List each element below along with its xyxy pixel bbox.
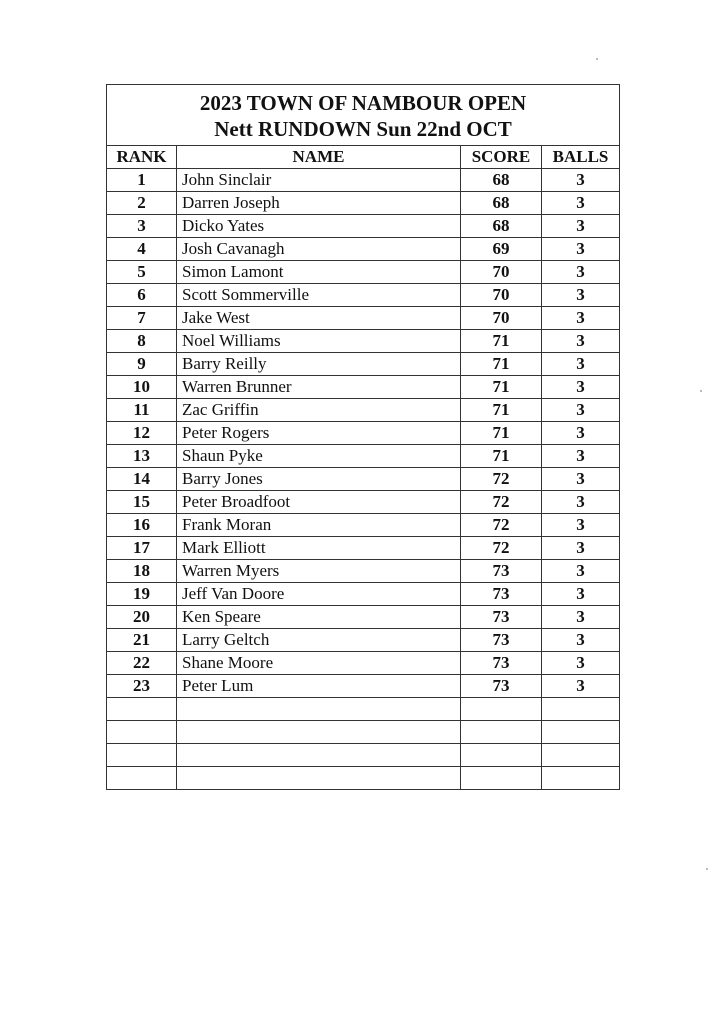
name-cell: Frank Moran	[177, 514, 461, 537]
rank-cell	[107, 767, 177, 790]
name-cell: Warren Myers	[177, 560, 461, 583]
balls-cell	[542, 767, 620, 790]
balls-cell: 3	[542, 422, 620, 445]
table-row	[107, 606, 620, 629]
table-row	[107, 307, 620, 330]
name-cell: Peter Rogers	[177, 422, 461, 445]
balls-cell: 3	[542, 192, 620, 215]
rank-cell: 19	[107, 583, 177, 606]
rank-cell: 20	[107, 606, 177, 629]
name-cell: Larry Geltch	[177, 629, 461, 652]
balls-cell	[542, 698, 620, 721]
name-cell: Warren Brunner	[177, 376, 461, 399]
table-row	[107, 652, 620, 675]
balls-cell: 3	[542, 261, 620, 284]
column-header-name: NAME	[177, 146, 461, 169]
name-cell: Peter Lum	[177, 675, 461, 698]
rank-cell: 15	[107, 491, 177, 514]
table-row	[107, 583, 620, 606]
score-cell: 72	[461, 537, 542, 560]
rank-cell: 5	[107, 261, 177, 284]
table-row	[107, 261, 620, 284]
column-header-balls: BALLS	[542, 146, 620, 169]
balls-cell	[542, 721, 620, 744]
score-cell: 73	[461, 652, 542, 675]
score-cell: 73	[461, 675, 542, 698]
balls-cell: 3	[542, 606, 620, 629]
name-cell: Josh Cavanagh	[177, 238, 461, 261]
name-cell: Barry Jones	[177, 468, 461, 491]
table-row	[107, 284, 620, 307]
score-cell: 69	[461, 238, 542, 261]
score-cell: 71	[461, 330, 542, 353]
score-cell: 72	[461, 468, 542, 491]
rank-cell: 23	[107, 675, 177, 698]
name-cell: Ken Speare	[177, 606, 461, 629]
rank-cell: 14	[107, 468, 177, 491]
table-row	[107, 192, 620, 215]
table-row	[107, 491, 620, 514]
table-row	[107, 422, 620, 445]
balls-cell: 3	[542, 284, 620, 307]
table-row	[107, 675, 620, 698]
rank-cell	[107, 698, 177, 721]
rank-cell: 17	[107, 537, 177, 560]
name-cell: Dicko Yates	[177, 215, 461, 238]
empty-row	[107, 721, 620, 744]
scan-speck	[700, 390, 702, 392]
name-cell: Peter Broadfoot	[177, 491, 461, 514]
score-cell: 73	[461, 629, 542, 652]
name-cell	[177, 721, 461, 744]
name-cell: Darren Joseph	[177, 192, 461, 215]
balls-cell: 3	[542, 537, 620, 560]
score-cell: 72	[461, 514, 542, 537]
score-cell: 71	[461, 376, 542, 399]
balls-cell: 3	[542, 399, 620, 422]
table-row	[107, 330, 620, 353]
score-cell: 70	[461, 261, 542, 284]
name-cell: Mark Elliott	[177, 537, 461, 560]
table-row	[107, 537, 620, 560]
scan-speck	[706, 868, 708, 870]
rank-cell: 13	[107, 445, 177, 468]
balls-cell: 3	[542, 629, 620, 652]
table-row	[107, 399, 620, 422]
rank-cell: 6	[107, 284, 177, 307]
rank-cell: 7	[107, 307, 177, 330]
column-header-score: SCORE	[461, 146, 542, 169]
balls-cell: 3	[542, 583, 620, 606]
balls-cell: 3	[542, 376, 620, 399]
score-cell: 73	[461, 583, 542, 606]
table-row	[107, 169, 620, 192]
balls-cell: 3	[542, 169, 620, 192]
score-cell	[461, 767, 542, 790]
balls-cell: 3	[542, 215, 620, 238]
column-header-rank: RANK	[107, 146, 177, 169]
empty-row	[107, 767, 620, 790]
score-cell: 70	[461, 284, 542, 307]
name-cell	[177, 698, 461, 721]
table-row	[107, 376, 620, 399]
name-cell: Shaun Pyke	[177, 445, 461, 468]
table-row	[107, 468, 620, 491]
table-row	[107, 353, 620, 376]
balls-cell: 3	[542, 353, 620, 376]
title-row	[107, 85, 620, 146]
score-cell	[461, 744, 542, 767]
empty-row	[107, 698, 620, 721]
name-cell: Zac Griffin	[177, 399, 461, 422]
name-cell: Shane Moore	[177, 652, 461, 675]
name-cell: Simon Lamont	[177, 261, 461, 284]
rank-cell: 22	[107, 652, 177, 675]
balls-cell: 3	[542, 468, 620, 491]
rank-cell: 21	[107, 629, 177, 652]
header-row	[107, 146, 620, 169]
rank-cell: 18	[107, 560, 177, 583]
scan-speck	[596, 58, 598, 60]
score-cell: 70	[461, 307, 542, 330]
rank-cell	[107, 721, 177, 744]
balls-cell: 3	[542, 514, 620, 537]
name-cell: Jake West	[177, 307, 461, 330]
table-row	[107, 629, 620, 652]
results-table	[106, 84, 620, 790]
empty-row	[107, 744, 620, 767]
table-row	[107, 560, 620, 583]
rank-cell: 8	[107, 330, 177, 353]
title-line-2: Nett RUNDOWN Sun 22nd OCT	[214, 117, 512, 141]
balls-cell: 3	[542, 652, 620, 675]
score-cell: 71	[461, 422, 542, 445]
rank-cell: 9	[107, 353, 177, 376]
balls-cell: 3	[542, 307, 620, 330]
title-line-1: 2023 TOWN OF NAMBOUR OPEN	[199, 91, 527, 115]
table-row	[107, 445, 620, 468]
score-cell: 73	[461, 560, 542, 583]
balls-cell: 3	[542, 330, 620, 353]
name-cell: Noel Williams	[177, 330, 461, 353]
score-cell: 68	[461, 215, 542, 238]
balls-cell: 3	[542, 445, 620, 468]
score-cell: 71	[461, 353, 542, 376]
rank-cell: 1	[107, 169, 177, 192]
balls-cell: 3	[542, 238, 620, 261]
name-cell: Barry Reilly	[177, 353, 461, 376]
name-cell	[177, 744, 461, 767]
rank-cell: 11	[107, 399, 177, 422]
table-row	[107, 514, 620, 537]
name-cell: Scott Sommerville	[177, 284, 461, 307]
score-cell: 68	[461, 169, 542, 192]
score-cell: 71	[461, 445, 542, 468]
rank-cell: 16	[107, 514, 177, 537]
table-title	[107, 85, 620, 146]
rank-cell: 12	[107, 422, 177, 445]
table-row	[107, 215, 620, 238]
score-cell	[461, 721, 542, 744]
rank-cell	[107, 744, 177, 767]
rank-cell: 10	[107, 376, 177, 399]
balls-cell: 3	[542, 560, 620, 583]
score-cell: 72	[461, 491, 542, 514]
table-row	[107, 238, 620, 261]
rank-cell: 2	[107, 192, 177, 215]
balls-cell: 3	[542, 491, 620, 514]
score-cell: 71	[461, 399, 542, 422]
name-cell	[177, 767, 461, 790]
balls-cell	[542, 744, 620, 767]
name-cell: Jeff Van Doore	[177, 583, 461, 606]
score-cell: 73	[461, 606, 542, 629]
score-cell	[461, 698, 542, 721]
balls-cell: 3	[542, 675, 620, 698]
rank-cell: 4	[107, 238, 177, 261]
name-cell: John Sinclair	[177, 169, 461, 192]
score-cell: 68	[461, 192, 542, 215]
results-sheet	[106, 84, 619, 790]
rank-cell: 3	[107, 215, 177, 238]
